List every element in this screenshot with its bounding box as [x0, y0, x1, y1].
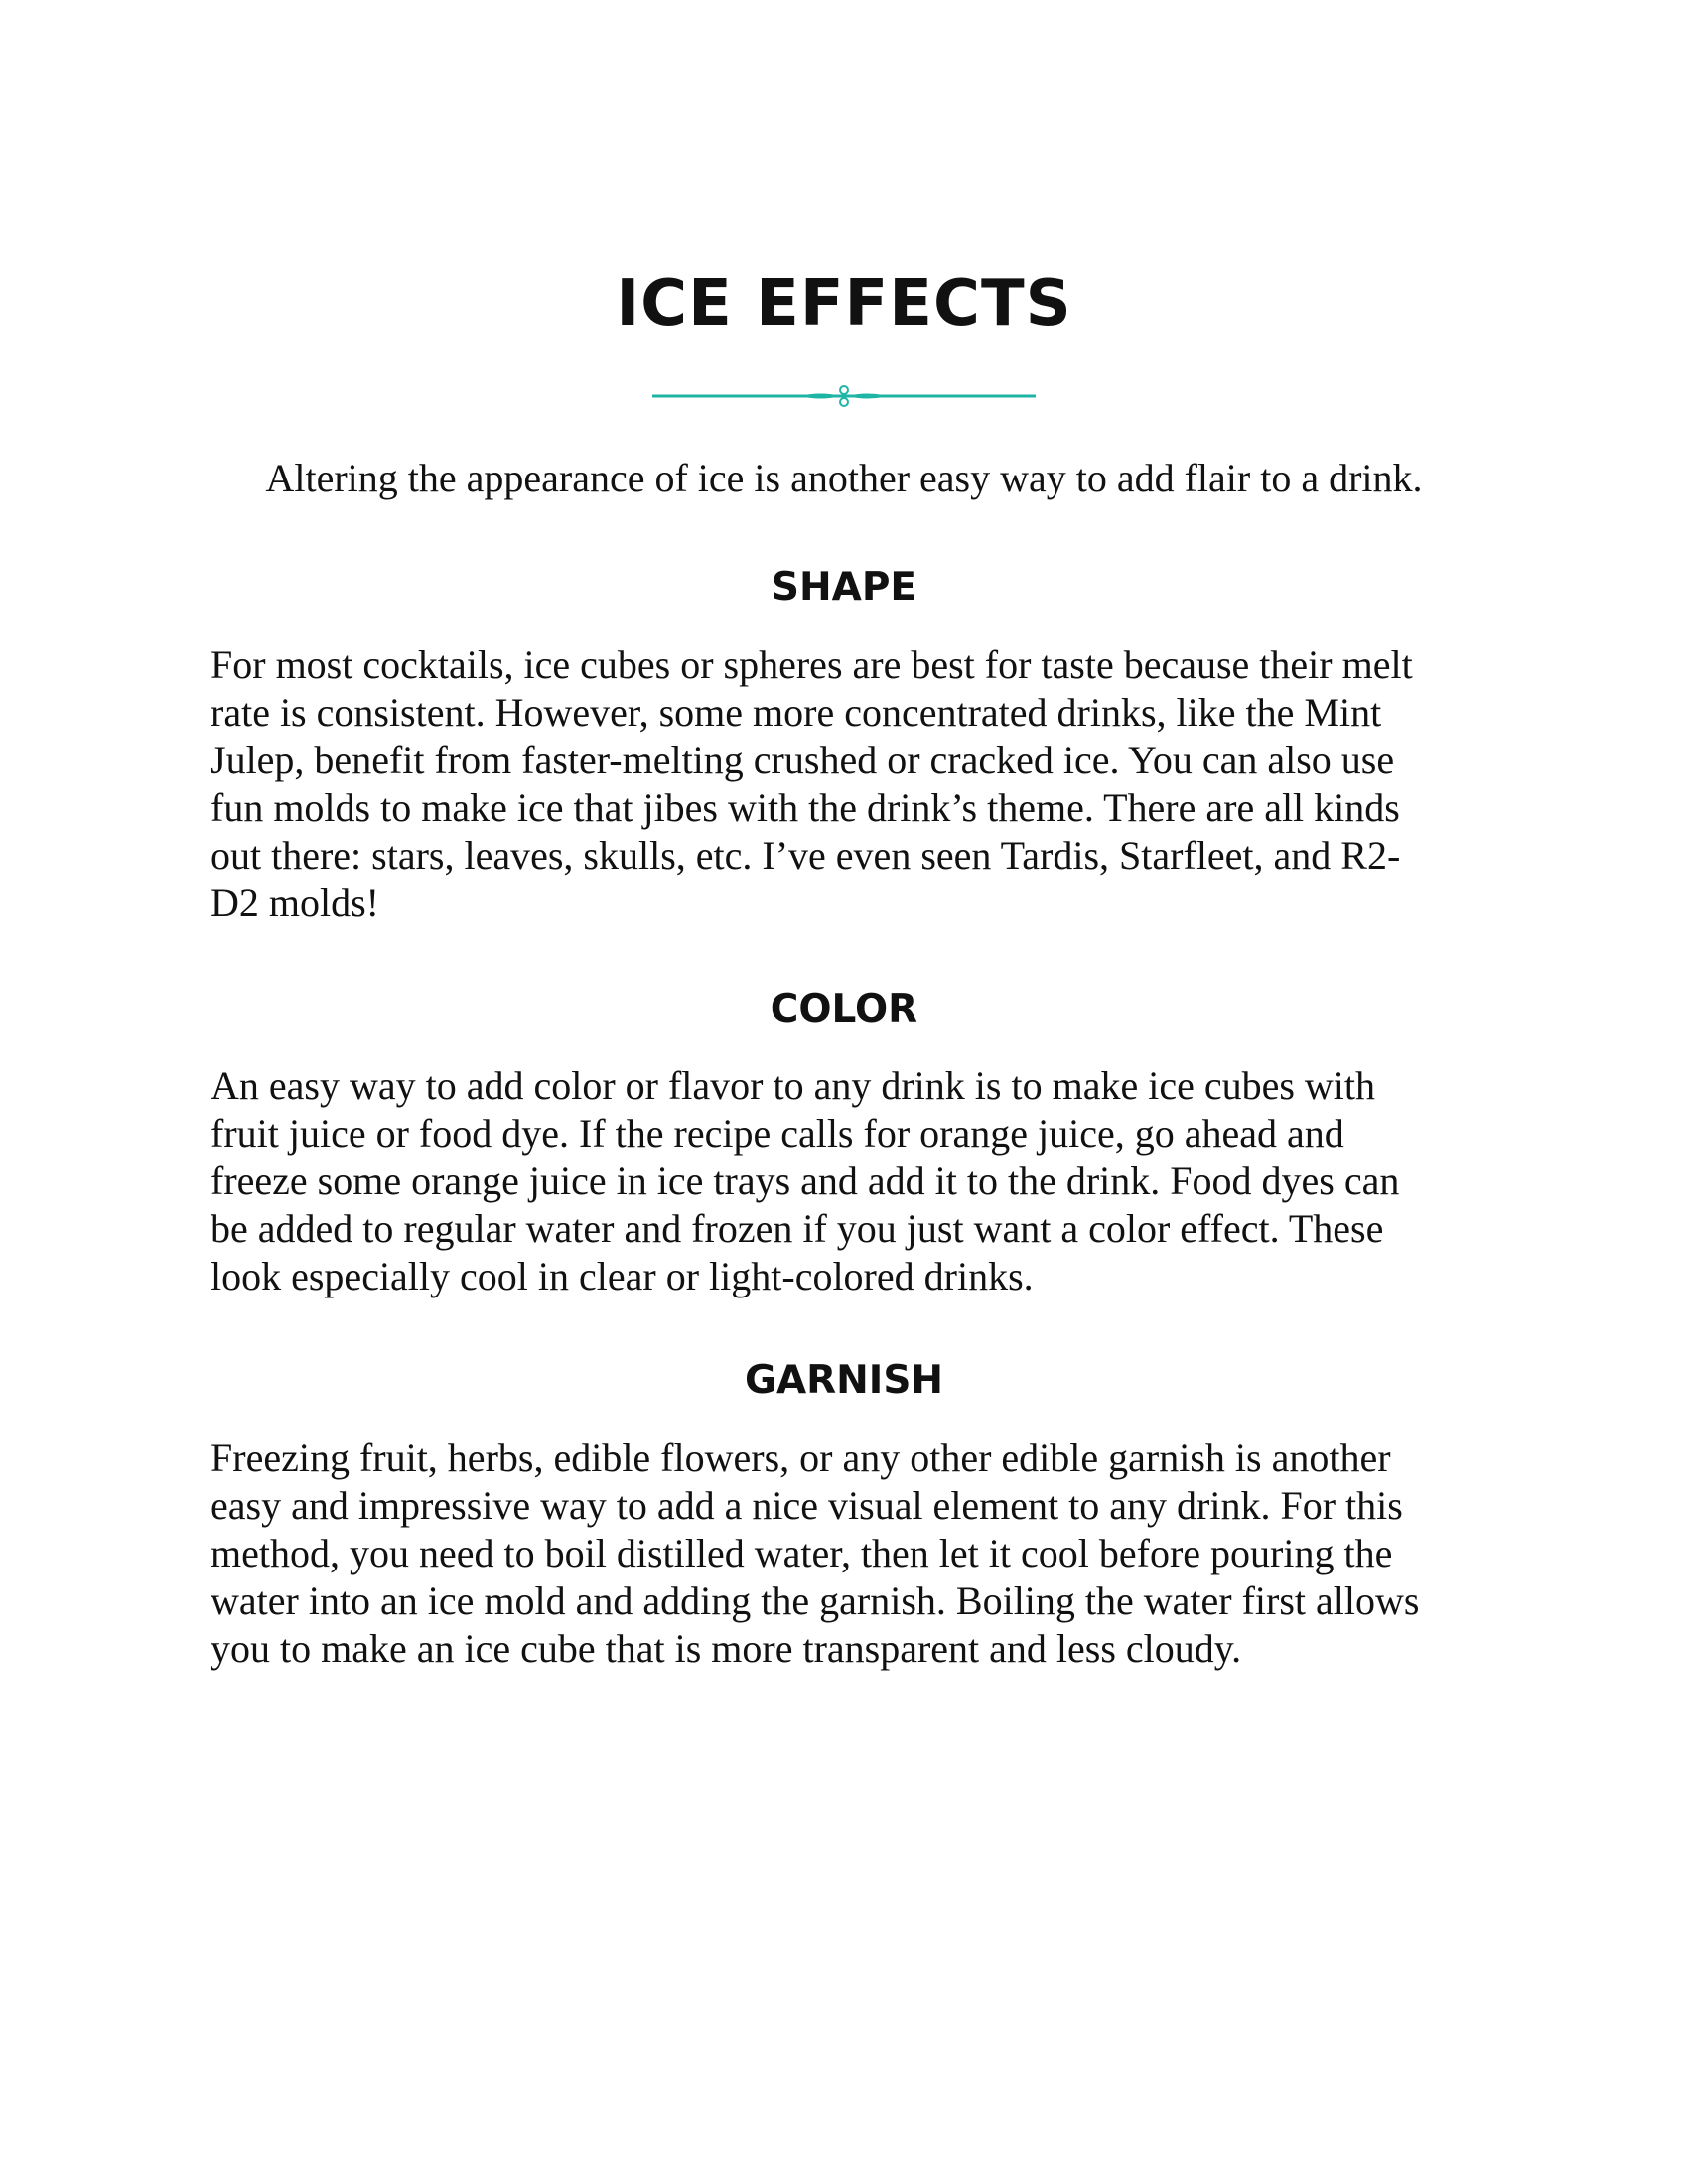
section-text-color [211, 1062, 1501, 1300]
text-line: For most cocktails, ice cubes or spheres are best for taste because their melt [211, 642, 1413, 687]
section-text-garnish [211, 1434, 1501, 1673]
text-line: An easy way to add color or flavor to any drink is to make ice cubes with [211, 1063, 1376, 1108]
section-text-shape [211, 641, 1501, 927]
text-line: Freezing fruit, herbs, edible flowers, or any other edible garnish is another [211, 1435, 1391, 1480]
section-heading-color: COLOR [770, 987, 918, 1031]
section-heading-garnish: GARNISH [744, 1358, 944, 1403]
text-line: rate is consistent. However, some more concentrated drinks, like the Mint [211, 690, 1382, 735]
text-line: out there: stars, leaves, skulls, etc. I’ve even seen Tardis, Starfleet, and R2- [211, 833, 1401, 878]
text-line: look especially cool in clear or light-colored drinks. [211, 1254, 1034, 1298]
text-line: water into an ice mold and adding the garnish. Boiling the water first allows [211, 1578, 1420, 1623]
text-line: fruit juice or food dye. If the recipe calls for orange juice, go ahead and [211, 1111, 1344, 1156]
text-line: D2 molds! [211, 881, 379, 925]
text-line: easy and impressive way to add a nice visual element to any drink. For this [211, 1483, 1403, 1528]
text-line: Julep, benefit from faster-melting crushed or cracked ice. You can also use [211, 738, 1395, 782]
text-line: method, you need to boil distilled water, then let it cool before pouring the [211, 1531, 1393, 1575]
page-title: ICE EFFECTS [616, 267, 1072, 341]
text-line: freeze some orange juice in ice trays and add it to the drink. Food dyes can [211, 1159, 1400, 1203]
ornamental-divider [650, 379, 1038, 413]
text-line: be added to regular water and frozen if you just want a color effect. These [211, 1206, 1384, 1251]
text-line: you to make an ice cube that is more transparent and less cloudy. [211, 1626, 1242, 1671]
section-heading-shape: SHAPE [771, 565, 917, 610]
intro-text: Altering the appearance of ice is another easy way to add flair to a drink. [265, 456, 1423, 500]
text-line: fun molds to make ice that jibes with the drink’s theme. There are all kinds [211, 785, 1400, 830]
